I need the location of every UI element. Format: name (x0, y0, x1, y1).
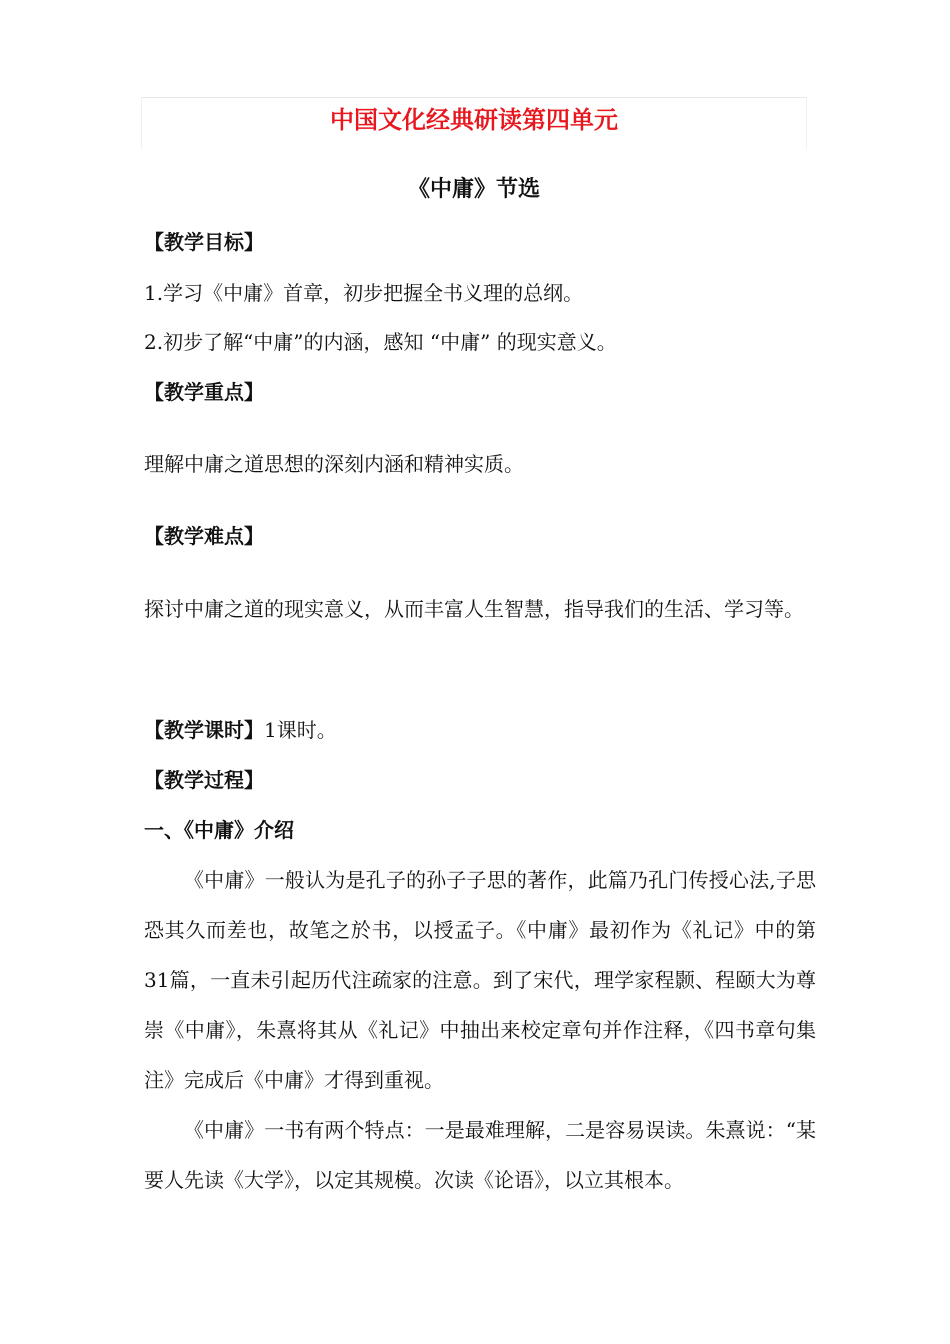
process-heading: 【教学过程】 (144, 768, 264, 792)
section1-heading: 一、《中庸》介绍 (144, 818, 294, 842)
focus-heading: 【教学重点】 (144, 380, 264, 404)
hours-heading: 【教学课时】 (144, 718, 264, 742)
focus-text: 理解中庸之道思想的深刻内涵和精神实质。 (144, 452, 524, 476)
objective-item-2: 2.初步了解“中庸”的内涵，感知 “中庸” 的现实意义。 (144, 330, 617, 354)
difficulty-heading: 【教学难点】 (144, 524, 264, 548)
section1-paragraph-1: 《中庸》一般认为是孔子的孙子子思的著作，此篇乃孔门传授心法,子思恐其久而差也，故笔之於书，以授孟子。《中庸》最初作为《礼记》中的第31篇，一直未引起历代注疏家的注意。到了宋代，理学家程颢、程颐大为尊崇《中庸》，朱熹将其从《礼记》中抽出来校定章句并作注释，《四书章句集注》完成后《中庸》才得到重视。 (144, 868, 816, 1092)
section1-paragraph-2: 《中庸》一书有两个特点：一是最难理解，二是容易误读。朱熹说：“某要人先读《大学》，以定其规模。次读《论语》，以立其根本。 (144, 1118, 816, 1192)
difficulty-text: 探讨中庸之道的现实意义，从而丰富人生智慧，指导我们的生活、学习等。 (144, 597, 804, 621)
document-title: 《中庸》节选 (407, 177, 540, 202)
objective-item-1: 1.学习《中庸》首章，初步把握全书义理的总纲。 (144, 281, 584, 305)
hours-text: 1课时。 (264, 718, 337, 742)
objectives-heading: 【教学目标】 (144, 230, 264, 254)
unit-title: 中国文化经典研读第四单元 (330, 106, 618, 134)
hours-row (144, 714, 816, 746)
